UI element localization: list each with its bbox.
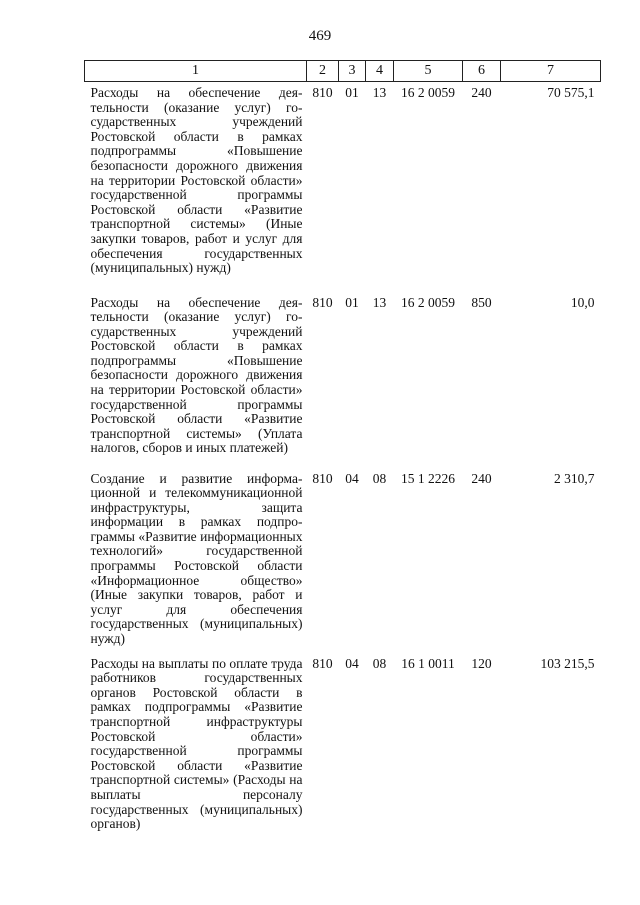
amount: 2 310,7 (554, 470, 595, 486)
column-header: 6 (463, 61, 501, 82)
column-header: 1 (85, 61, 307, 82)
target-article-code: 16 2 0059 (401, 85, 455, 100)
expense-description: Расходы на обеспечение деятельности (оказание услуг) государственных учреждений Ростовской области в рамках подпрограммы «Повышение безопасности дорожного движения на территории Ростовской области» государственной программы Ростовской области «Развитие транспортной системы» (Иные закупки товаров, работ и услуг для обеспечения государственных (муниципальных) нужд) (90, 85, 303, 276)
column-header: 4 (366, 61, 394, 82)
table-row (85, 292, 601, 468)
expense-type-code: 240 (471, 85, 492, 100)
ministry-code: 810 (312, 470, 333, 486)
section-code: 01 (345, 85, 359, 100)
expense-type-code: 240 (471, 470, 492, 486)
subsection-code: 08 (372, 655, 387, 671)
section-code: 04 (345, 655, 359, 671)
table-row (85, 653, 601, 838)
target-article-code: 15 1 2226 (401, 470, 455, 486)
column-header: 7 (501, 61, 601, 82)
column-header: 3 (339, 61, 366, 82)
budget-table (84, 60, 601, 838)
expense-description: Расходы на обеспечение деятельности (оказание услуг) государственных учреждений Ростовской области в рамках подпрограммы «Повышение безопасности дорожного движения на территории Ростовской области» государственной программы Ростовской области «Развитие транспортной системы» (Уплата налогов, сборов и иных платежей) (90, 294, 303, 456)
column-header: 5 (394, 61, 463, 82)
expense-description: Создание и развитие информационной и телекоммуникационной инфраструктуры, защита информации в рамках подпрограммы «Развитие информационных технологий» государственной программы Ростовской области «Информационное общество» (Иные закупки товаров, работ и услуг для обеспечения государственных (муниципальных) нужд) (90, 470, 303, 647)
subsection-code: 13 (372, 294, 387, 310)
page-number: 469 (308, 28, 332, 44)
target-article-code: 16 2 0059 (401, 294, 455, 310)
ministry-code: 810 (312, 85, 333, 100)
table-row (85, 82, 601, 292)
subsection-code: 08 (372, 470, 387, 486)
ministry-code: 810 (312, 655, 333, 671)
subsection-code: 13 (372, 85, 387, 100)
ministry-code: 810 (312, 294, 333, 310)
expense-type-code: 120 (471, 655, 492, 671)
section-code: 04 (345, 470, 359, 486)
expense-type-code: 850 (471, 294, 492, 310)
target-article-code: 16 1 0011 (401, 655, 455, 671)
column-header: 2 (307, 61, 339, 82)
amount: 103 215,5 (540, 655, 595, 671)
table-row (85, 468, 601, 653)
section-code: 01 (345, 294, 359, 310)
amount: 10,0 (570, 294, 595, 310)
expense-description: Расходы на выплаты по оплате труда работников государственных органов Ростовской области в рамках подпрограммы «Развитие транспортной инфраструктуры Ростовской области» государственной программы Ростовской области «Развитие транспортной системы» (Расходы на выплаты персоналу государственных (муниципальных) органов) (90, 655, 303, 832)
table-header-row (85, 61, 601, 82)
amount: 70 575,1 (547, 85, 595, 100)
